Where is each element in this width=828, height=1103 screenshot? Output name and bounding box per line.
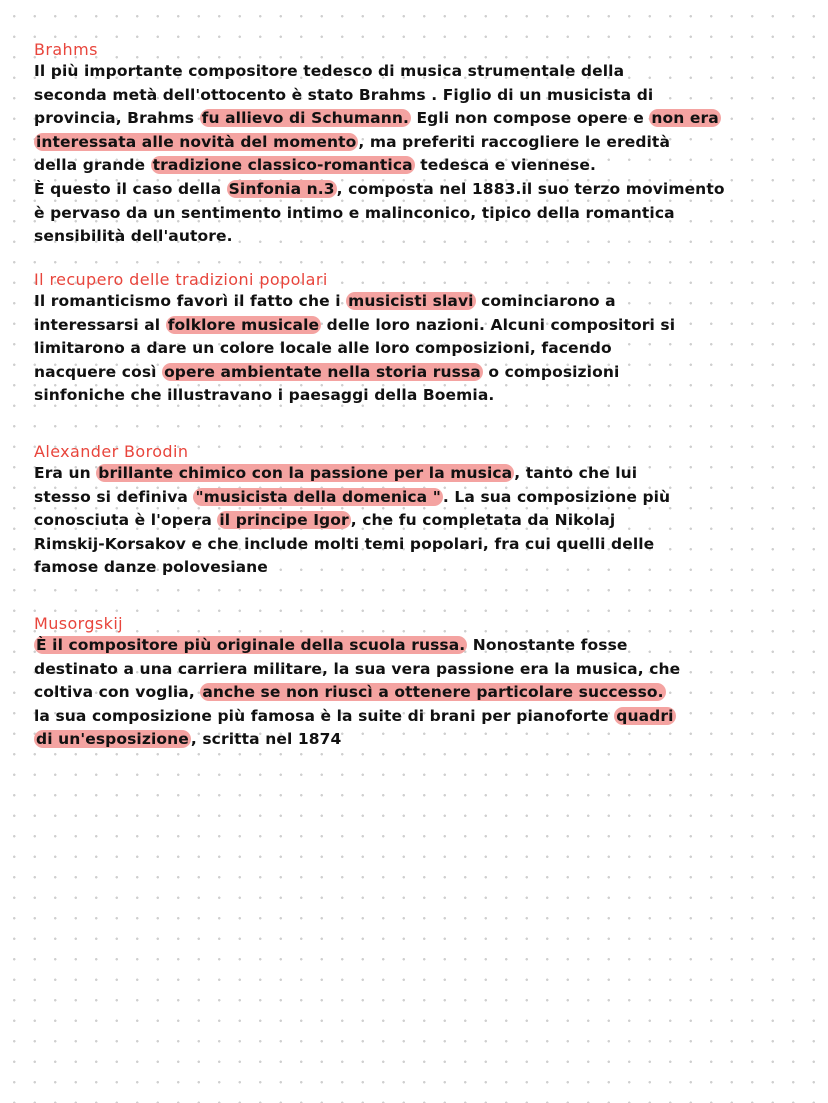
text-segment: coltiva con voglia, (34, 683, 201, 702)
section-title: Brahms (34, 40, 98, 59)
highlighted-text: quadri (616, 706, 674, 725)
text-line (34, 107, 804, 131)
section-borodin (34, 442, 804, 580)
text-segment: , che fu completata da Nikolaj (350, 511, 616, 530)
section-tradizioni-popolari (34, 270, 804, 408)
highlighted-text: opere ambientate nella storia russa (164, 362, 481, 381)
text-segment: Il più importante compositore tedesco di musica strumentale della (34, 62, 625, 80)
text-segment: Rimskij-Korsakov e che include molti temi popolari, fra cui quelli delle (34, 534, 655, 553)
text-segment: interessarsi al (34, 315, 166, 334)
highlighted-text: non era (651, 109, 719, 128)
text-segment: destinato a una carriera militare, la sua vera passione era la musica, che (34, 659, 681, 678)
section-title: Musorgskij (34, 614, 124, 633)
text-line (34, 202, 804, 226)
text-line (34, 337, 804, 361)
text-segment: Era un (34, 464, 97, 482)
text-line (34, 361, 804, 385)
text-segment: limitarono a dare un colore locale alle loro composizioni, facendo (34, 339, 612, 358)
text-line (34, 533, 804, 557)
text-line (34, 705, 804, 729)
text-segment: nacquere così (34, 362, 163, 381)
text-segment: . La sua composizione più (442, 487, 671, 506)
section-title: Alexander Borodin (34, 442, 189, 461)
text-segment: , composta nel 1883.il suo terzo movimento (336, 179, 725, 198)
highlighted-text: È il compositore più originale della scuola russa. (36, 636, 466, 654)
highlighted-text: anche se non riuscì a ottenere particolare successo. (202, 683, 664, 702)
section-title: Il recupero delle tradizioni popolari (34, 270, 328, 289)
text-line (34, 131, 804, 155)
text-line (34, 84, 804, 108)
text-segment: è pervaso da un sentimento intimo e malinconico, tipico della romantica (34, 203, 675, 222)
text-segment: provincia, Brahms (34, 109, 200, 128)
text-line (34, 60, 804, 84)
section-brahms (34, 40, 804, 249)
text-segment: sinfoniche che illustravano i paesaggi della Boemia. (34, 386, 495, 405)
text-segment: stesso si definiva (34, 487, 194, 506)
section-body (34, 634, 804, 752)
text-line (34, 681, 804, 705)
text-line (34, 658, 804, 682)
section-body (34, 462, 804, 580)
highlighted-text: "musicista della domenica " (195, 487, 441, 506)
highlighted-text: Sinfonia n.3 (228, 179, 335, 198)
text-line (34, 154, 804, 178)
text-segment: conosciuta è l'opera (34, 511, 218, 530)
text-line (34, 728, 804, 752)
text-line (34, 290, 804, 314)
highlighted-text: brillante chimico con la passione per la musica (98, 464, 513, 482)
text-segment: , tanto che lui (514, 464, 638, 482)
text-line (34, 556, 804, 580)
text-segment: della grande (34, 156, 151, 175)
text-segment: , ma preferiti raccogliere le eredità (358, 132, 670, 151)
text-segment: seconda metà dell'ottocento è stato Brahms . Figlio di un musicista di (34, 85, 654, 104)
text-segment: cominciarono a (475, 292, 616, 310)
highlighted-text: di un'esposizione (36, 730, 189, 749)
text-segment: famose danze polovesiane (34, 558, 268, 577)
text-segment: Egli non compose opere e (410, 109, 650, 128)
text-line (34, 509, 804, 533)
highlighted-text: folklore musicale (167, 315, 320, 334)
section-body (34, 290, 804, 408)
text-segment: sensibilità dell'autore. (34, 227, 233, 246)
text-line (34, 314, 804, 338)
text-segment: o composizioni (482, 362, 620, 381)
text-segment: la sua composizione più famosa è la suite di brani per pianoforte (34, 706, 615, 725)
text-line (34, 634, 804, 658)
text-line (34, 225, 804, 249)
text-segment: Nonostante fosse (467, 636, 628, 654)
highlighted-text: fu allievo di Schumann. (201, 109, 409, 128)
text-segment: , scritta nel 1874 (190, 730, 342, 749)
text-line (34, 384, 804, 408)
section-body (34, 60, 804, 249)
text-segment: Il romanticismo favorì il fatto che i (34, 292, 347, 310)
text-segment: tedesca e viennese. (414, 156, 596, 175)
highlighted-text: interessata alle novità del momento (36, 132, 357, 151)
text-line (34, 462, 804, 486)
highlighted-text: tradizione classico-romantica (152, 156, 413, 175)
highlighted-text: il principe Igor (219, 511, 349, 530)
section-musorgskij (34, 614, 804, 752)
text-segment: È questo il caso della (34, 179, 227, 198)
text-line (34, 178, 804, 202)
highlighted-text: musicisti slavi (348, 292, 474, 310)
text-line (34, 486, 804, 510)
text-segment: delle loro nazioni. Alcuni compositori si (321, 315, 676, 334)
